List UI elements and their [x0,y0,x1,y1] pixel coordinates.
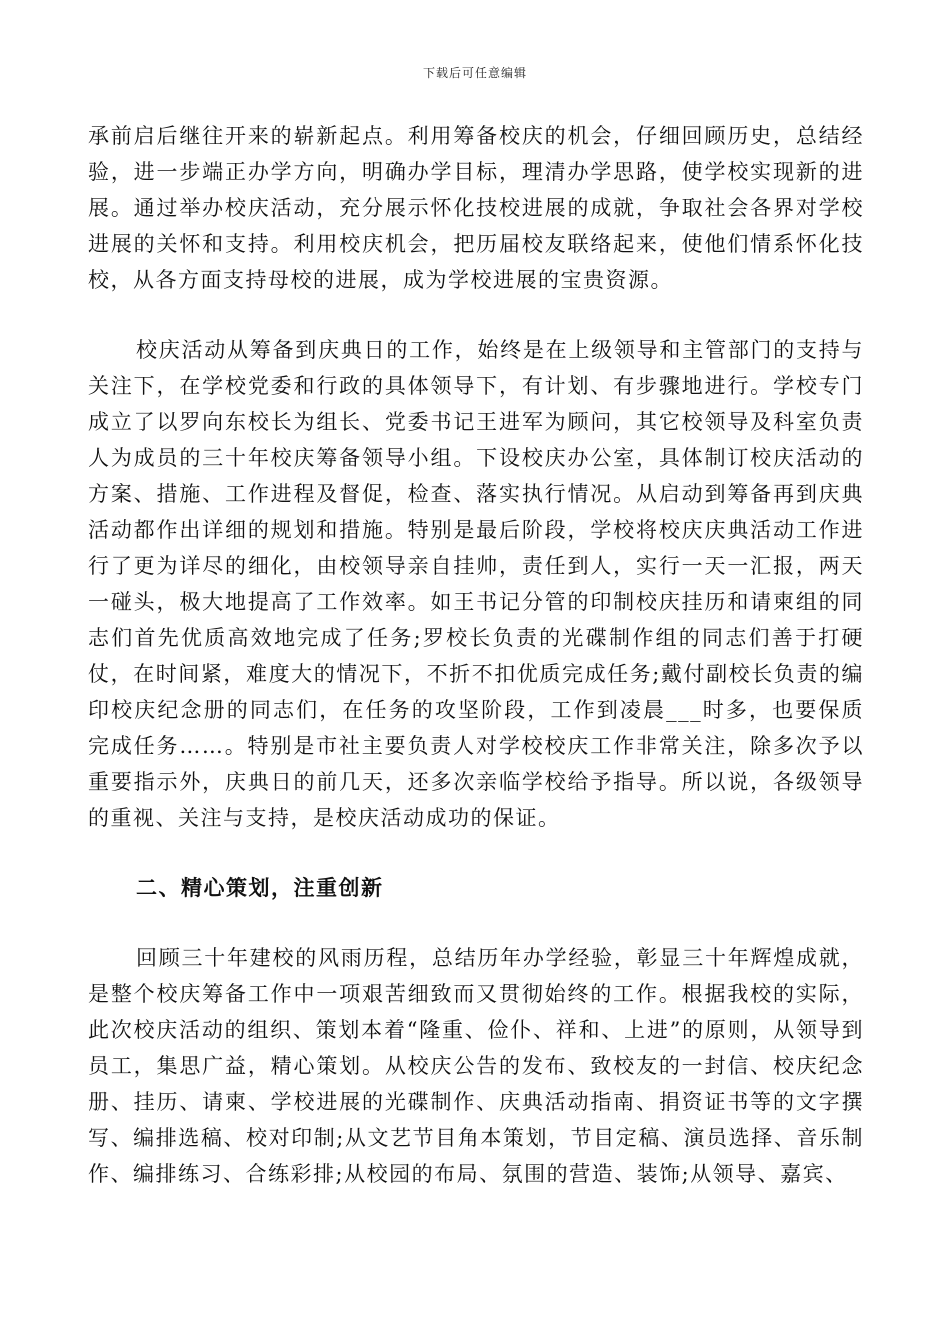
paragraph-gap [88,298,864,332]
paragraph-gap [88,836,864,870]
page-header-watermark: 下载后可任意编辑 [422,66,527,80]
paragraph-3: 回顾三十年建校的风雨历程，总结历年办学经验，彰显三十年辉煌成就，是整个校庆筹备工作中一项艰苦细致而又贯彻始终的工作。根据我校的实际，此次校庆活动的组织、策划本着“隆重、俭仆、祥和、上进”的原则，从领导到员工，集思广益，精心策划。从校庆公告的发布、致校友的一封信、校庆纪念册、挂历、请柬、学校进展的光碟制作、庆典活动指南、捐资证书等的文字撰写、编排选稿、校对印制;从文艺节目角本策划，节目定稿、演员选择、音乐制作、编排练习、合练彩排;从校园的布局、氛围的营造、装饰;从领导、嘉宾、 [88,946,864,1186]
paragraph-2: 校庆活动从筹备到庆典日的工作，始终是在上级领导和主管部门的支持与关注下，在学校党委和行政的具体领导下，有计划、有步骤地进行。学校专门成立了以罗向东校长为组长、党委书记王进军为顾问，其它校领导及科室负责人为成员的三十年校庆筹备领导小组。下设校庆办公室，具体制订校庆活动的方案、措施、工作进程及督促，检查、落实执行情况。从启动到筹备再到庆典活动都作出详细的规划和措施。特别是最后阶段，学校将校庆庆典活动工作进行了更为详尽的细化，由校领导亲自挂帅，责任到人，实行一天一汇报，两天一碰头，极大地提高了工作效率。如王书记分管的印制校庆挂历和请柬组的同志们首先优质高效地完成了任务;罗校长负责的光碟制作组的同志们善于打硬仗，在时间紧，难度大的情况下，不折不扣优质完成任务;戴付副校长负责的编印校庆纪念册的同志们，在任务的攻坚阶段，工作到凌晨___时多，也要保质完成任务……。特别是市社主要负责人对学校校庆工作非常关注，除多次予以重要指示外，庆典日的前几天，还多次亲临学校给予指导。所以说，各级领导的重视、关注与支持，是校庆活动成功的保证。 [88,338,864,830]
section-heading-2: 二、精心策划，注重创新 [136,875,384,900]
paragraph-gap [88,906,864,940]
paragraph-1: 承前启后继往开来的崭新起点。利用筹备校庆的机会，仔细回顾历史，总结经验，进一步端正办学方向，明确办学目标，理清办学思路，使学校实现新的进展。通过举办校庆活动，充分展示怀化技校进展的成就，争取社会各界对学校进展的关怀和支持。利用校庆机会，把历届校友联络起来，使他们情系怀化技校，从各方面支持母校的进展，成为学校进展的宝贵资源。 [88,124,864,292]
document-body [88,118,864,1192]
